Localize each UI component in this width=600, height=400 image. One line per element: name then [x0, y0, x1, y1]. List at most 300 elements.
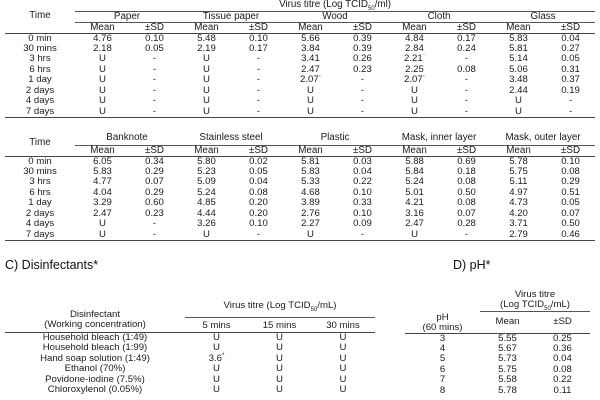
table-cell: 2.27 [301, 219, 320, 230]
row-label: 2 days [25, 208, 55, 219]
table-cell: 5.67 [498, 342, 517, 354]
row-label: 3 hrs [29, 54, 51, 65]
mean-header: Mean [298, 145, 323, 156]
mean-header: Mean [402, 22, 427, 33]
table-cell: - [464, 85, 469, 96]
table-cell: 4.97 [509, 187, 528, 198]
table-cell: - [360, 106, 365, 117]
table-cell: - [256, 64, 261, 75]
table-cell: - [152, 85, 157, 96]
table-cell: 0.17 [249, 43, 268, 54]
sd-header: ±SD [457, 145, 477, 156]
mean-header: Mean [90, 145, 115, 156]
table-cell: U [307, 106, 314, 117]
sd-header: ±SD [535, 311, 590, 333]
table-cell: 0.19 [561, 85, 580, 96]
table-cell: 2.44 [509, 85, 528, 96]
row-label: 8 [439, 384, 446, 396]
table-cell: 0.10 [249, 33, 268, 44]
table-row [5, 54, 595, 65]
table-cell: - [152, 64, 157, 75]
table-cell: 4.76 [93, 33, 112, 44]
table-cell: - [256, 85, 261, 96]
mean-header: Mean [194, 145, 219, 156]
ph-titre-line1: Virus titre [514, 288, 556, 300]
sd-header: ±SD [249, 145, 268, 156]
table-cell: 0.28 [457, 219, 476, 230]
row-label: Hand soap solution (1:49) [40, 352, 150, 364]
table-cell: 0.04 [553, 353, 572, 365]
table-cell: 0.50 [457, 187, 476, 198]
mean-header: Mean [506, 145, 531, 156]
disinfectant-titre-header: Virus titre (Log $TCID_{50}/mL$) [185, 295, 375, 317]
time-header: Time [29, 137, 51, 149]
table-cell: 0.04 [561, 33, 580, 44]
table-cell: U [99, 54, 106, 65]
table-cell: U [276, 373, 283, 385]
row-label: 2 days [25, 85, 55, 96]
table-cell: 0.23 [145, 208, 164, 219]
row-label: Household bleach (1:49) [42, 332, 148, 344]
table-cell: - [464, 75, 469, 86]
ph-header-line1: pH [436, 311, 449, 323]
row-label: 6 hrs [29, 187, 51, 198]
table-cell: U [203, 96, 210, 107]
time-30-header: 30 mins [326, 320, 360, 332]
table-cell: 2.47 [93, 208, 112, 219]
table-cell: 4.84 [405, 33, 424, 44]
table-cell: U [213, 342, 220, 354]
table-cell: - [568, 106, 573, 117]
section-c-title: C) Disinfectants* [5, 258, 99, 272]
row-label: 4 days [25, 96, 55, 107]
table-cell: 0.36 [553, 342, 572, 354]
table-row [5, 33, 595, 44]
table-cell: - [464, 96, 469, 107]
time-15-header: 15 mins [262, 320, 297, 332]
table-cell: U [99, 64, 106, 75]
table-cell: 0.29 [145, 166, 164, 177]
sd-header: ±SD [561, 145, 581, 156]
table-cell: U [339, 352, 347, 364]
table-cell: 0.08 [457, 198, 476, 209]
sd-header: ±SD [457, 22, 476, 33]
table-cell: 5.84 [405, 166, 424, 177]
surface-table-a [5, 0, 595, 118]
table-cell: 0.02 [249, 156, 268, 167]
table-cell: 0.50 [561, 219, 580, 230]
table-cell: 5.06 [509, 64, 528, 75]
table-cell: 5.83 [93, 166, 112, 177]
time-5-header: 5 mins [202, 320, 231, 332]
table-cell: 0.22 [353, 177, 372, 188]
table-cell: 0.69 [457, 156, 476, 167]
table-cell: 2.19 [197, 43, 216, 54]
table-cell: 3.29 [93, 198, 112, 209]
table-cell: 5.33 [301, 177, 320, 188]
footnote-marker: * [422, 75, 426, 81]
mean-header: Mean [402, 145, 427, 156]
sd-header: ±SD [353, 145, 373, 156]
table-cell: U [339, 384, 347, 396]
surface-header: Mask, inner layer [387, 131, 491, 145]
surface-header: Wood [283, 11, 387, 22]
table-cell: 0.08 [561, 166, 580, 177]
table-cell: 0.10 [145, 33, 164, 44]
table-cell: 0.08 [553, 363, 572, 375]
table-cell: 2.07* [299, 75, 322, 86]
row-label: 6 [439, 363, 446, 375]
sd-header: ±SD [145, 22, 164, 33]
table-cell: 3.26 [197, 219, 216, 230]
disinfectant-header [5, 295, 185, 331]
table-row [5, 96, 595, 107]
row-label: 3 [439, 332, 446, 344]
table-cell: - [360, 75, 365, 86]
table-cell: 0.37 [561, 75, 580, 86]
table-cell: 3.84 [301, 43, 320, 54]
table-row [5, 364, 375, 375]
table-cell: 5.01 [405, 187, 424, 198]
table-cell: 3.6* [208, 352, 225, 364]
table-cell: U [515, 106, 522, 117]
table-cell: 5.80 [197, 156, 216, 167]
table-a-body [5, 33, 595, 117]
surface-header: Cloth [387, 11, 491, 22]
table-cell: U [276, 363, 283, 375]
table-row [405, 354, 590, 365]
table-cell: 5.78 [498, 384, 517, 396]
table-cell: 0.25 [553, 332, 572, 344]
mean-header: Mean [298, 22, 323, 33]
table-cell: U [99, 75, 106, 86]
table-cell: 5.78 [509, 156, 528, 167]
table-row [405, 333, 590, 344]
table-cell: 0.03 [353, 156, 372, 167]
row-label: 30 mins [23, 166, 57, 177]
table-cell: 2.21* [403, 54, 426, 65]
row-label: 7 days [25, 229, 55, 240]
table-cell: U [339, 363, 347, 375]
surface-header: Banknote [75, 131, 179, 145]
table-cell: 0.24 [457, 43, 476, 54]
table-row [405, 365, 590, 376]
ph-body [405, 333, 590, 396]
table-cell: 0.34 [145, 156, 164, 167]
table-cell: 0.08 [457, 64, 476, 75]
table-cell: 5.24 [197, 187, 216, 198]
table-cell: - [360, 96, 365, 107]
table-row [5, 86, 595, 97]
table-cell: 0.20 [249, 198, 268, 209]
table-cell: 0.07 [145, 177, 164, 188]
table-cell: 2.25 [405, 64, 424, 75]
table-b-body [5, 156, 595, 240]
table-cell: - [256, 96, 261, 107]
table-cell: U [99, 219, 106, 230]
table-cell: 0.09 [353, 219, 372, 230]
table-cell: U [339, 332, 347, 344]
mean-sd-header-row [5, 145, 595, 156]
table-cell: - [152, 106, 157, 117]
table-cell: 4.85 [197, 198, 216, 209]
sd-header: ±SD [561, 22, 581, 33]
table-cell: U [411, 96, 418, 107]
table-row [5, 177, 595, 188]
table-cell: - [152, 75, 157, 86]
mean-header: Mean [506, 22, 531, 33]
table-cell: 5.11 [509, 177, 528, 188]
sd-header: ±SD [145, 145, 164, 156]
mean-header: Mean [90, 22, 115, 33]
table-cell: - [256, 54, 261, 65]
ph-titre-header [480, 287, 590, 311]
table-cell: 0.22 [553, 374, 572, 386]
table-cell: 0.17 [457, 33, 476, 44]
table-row [5, 65, 595, 76]
table-row [405, 386, 590, 397]
row-label: 5 [439, 353, 446, 365]
section-d-title: D) pH* [453, 258, 491, 272]
table-cell: 0.23 [353, 64, 372, 75]
row-label: 3 hrs [29, 177, 51, 188]
table-cell: 0.39 [353, 43, 372, 54]
table-cell: 2.07* [403, 75, 426, 86]
surface-header: Stainless steel [179, 131, 283, 145]
table-cell: 0.05 [249, 166, 268, 177]
surface-header: Mask, outer layer [491, 131, 595, 145]
table-cell: 0.46 [561, 229, 580, 240]
sd-header: ±SD [249, 22, 268, 33]
row-label: Ethanol (70%) [64, 363, 126, 375]
table-row [5, 354, 375, 365]
footnote-marker: * [222, 352, 225, 359]
table-cell: U [203, 64, 210, 75]
table-cell: 0.04 [249, 177, 268, 188]
row-label: 6 hrs [29, 64, 51, 75]
table-cell: 2.47 [301, 64, 320, 75]
table-cell: 4.20 [509, 208, 528, 219]
table-row [5, 107, 595, 118]
ph-header [405, 311, 480, 333]
table-cell: 0.10 [353, 187, 372, 198]
row-label: 0 min [28, 156, 52, 167]
table-cell: 5.24 [405, 177, 424, 188]
table-cell: 2.79 [509, 229, 528, 240]
table-cell: 0.08 [249, 187, 268, 198]
table-cell: 0.51 [561, 187, 580, 198]
table-cell: 0.04 [353, 166, 372, 177]
surface-header: Plastic [283, 131, 387, 145]
row-label: 1 day [28, 75, 52, 86]
table-cell: U [307, 96, 314, 107]
table-cell: 5.88 [405, 156, 424, 167]
ph-table [405, 287, 590, 396]
table-cell: 2.47 [405, 219, 424, 230]
table-cell: 4.04 [93, 187, 112, 198]
table-cell: U [411, 106, 418, 117]
row-label: 7 [439, 374, 446, 386]
row-label: 0 min [28, 33, 52, 44]
row-label: 4 days [25, 219, 55, 230]
table-row [5, 230, 595, 241]
table-cell: 0.29 [561, 177, 580, 188]
table-cell: U [276, 384, 283, 396]
table-cell: 5.14 [509, 54, 528, 65]
disinfectant-body [5, 333, 375, 396]
table-cell: 4.77 [93, 177, 112, 188]
table-row [5, 198, 595, 209]
table-cell: - [360, 229, 365, 240]
table-cell: - [152, 96, 157, 107]
table-cell: - [152, 229, 157, 240]
table-cell: U [203, 229, 210, 240]
table-cell: 4.21 [405, 198, 424, 209]
table-cell: 0.39 [353, 33, 372, 44]
table-cell: 0.05 [145, 43, 164, 54]
table-cell: U [411, 229, 418, 240]
table-cell: 0.26 [353, 54, 372, 65]
table-cell: U [213, 373, 220, 385]
footnote-marker: * [318, 75, 322, 81]
table-cell: U [99, 229, 106, 240]
table-cell: 4.68 [301, 187, 320, 198]
table-cell: 5.23 [197, 166, 216, 177]
table-cell: 0.10 [561, 156, 580, 167]
disinfectant-table [5, 295, 375, 396]
table-cell: U [99, 106, 106, 117]
ph-titre-line2: (Log $TCID_{50}/mL$) [500, 298, 570, 312]
table-cell: 0.10 [249, 219, 268, 230]
table-cell: U [213, 384, 220, 396]
table-cell: U [203, 106, 210, 117]
row-label: 30 mins [23, 43, 57, 54]
footnote-marker: * [422, 54, 426, 60]
table-cell: U [276, 332, 283, 344]
table-cell: 0.27 [561, 43, 580, 54]
table-cell: U [99, 96, 106, 107]
sd-header: ±SD [353, 22, 372, 33]
surface-header: Tissue paper [179, 11, 283, 22]
surface-header: Paper [75, 11, 179, 22]
row-label: Household bleach (1:99) [42, 342, 148, 354]
table-cell: 5.09 [197, 177, 216, 188]
table-cell: 0.20 [249, 208, 268, 219]
table-row [5, 156, 595, 167]
table-cell: 5.75 [509, 166, 528, 177]
table-cell: U [203, 85, 210, 96]
table-cell: - [464, 229, 469, 240]
table-cell: - [256, 75, 261, 86]
time-header: Time [29, 10, 51, 22]
table-cell: U [411, 85, 418, 96]
table-cell: 0.18 [457, 166, 476, 177]
table-row [5, 44, 595, 55]
table-cell: U [276, 352, 283, 364]
table-cell: - [152, 219, 157, 230]
table-row [5, 188, 595, 199]
table-cell: U [203, 75, 210, 86]
table-cell: 3.41 [301, 54, 320, 65]
table-cell: 3.48 [509, 75, 528, 86]
row-label: Povidone-iodine (7.5%) [45, 373, 145, 385]
row-label: 1 day [28, 198, 52, 209]
table-cell: 0.07 [561, 208, 580, 219]
table-cell: U [99, 85, 106, 96]
surface-table-b [5, 131, 595, 241]
table-cell: U [515, 96, 522, 107]
table-cell: 2.18 [93, 43, 112, 54]
table-cell: 3.71 [509, 219, 528, 230]
table-cell: 5.75 [498, 363, 517, 375]
table-cell: 0.29 [145, 187, 164, 198]
table-cell: - [256, 229, 261, 240]
table-cell: - [568, 96, 573, 107]
row-label: 4 [439, 342, 446, 354]
table-cell: 5.48 [197, 33, 216, 44]
table-cell: 2.76 [301, 208, 320, 219]
table-cell: 2.84 [405, 43, 424, 54]
table-row [405, 344, 590, 355]
table-cell: 0.60 [145, 198, 164, 209]
table-cell: 5.83 [509, 33, 528, 44]
row-label: 7 days [25, 106, 55, 117]
table-cell: - [152, 54, 157, 65]
table-cell: 0.05 [561, 198, 580, 209]
table-row [5, 385, 375, 396]
table-cell: 3.89 [301, 198, 320, 209]
table-cell: 6.05 [93, 156, 112, 167]
row-label: Chloroxylenol (0.05%) [47, 384, 143, 396]
table-cell: 5.73 [498, 353, 517, 365]
disinfectant-header-line1: Disinfectant [69, 309, 121, 320]
table-cell: 5.55 [498, 332, 517, 344]
table-cell: - [464, 54, 469, 65]
ph-header-line2: (60 mins) [422, 321, 463, 333]
table-cell: U [339, 373, 347, 385]
table-row [5, 219, 595, 230]
table-row [5, 209, 595, 220]
table-cell: 3.16 [405, 208, 424, 219]
table-cell: 5.58 [498, 374, 517, 386]
table-cell: U [307, 85, 314, 96]
table-cell: - [464, 106, 469, 117]
table-cell: 4.73 [509, 198, 528, 209]
table-cell: - [256, 106, 261, 117]
table-row [405, 375, 590, 386]
table-cell: 5.66 [301, 33, 320, 44]
mean-sd-header-row [5, 22, 595, 33]
table-cell: 0.33 [353, 198, 372, 209]
table-cell: 5.81 [301, 156, 320, 167]
table-cell: U [213, 363, 220, 375]
table-cell: 5.81 [509, 43, 528, 54]
table-cell: 4.44 [197, 208, 216, 219]
table-cell: 0.31 [561, 64, 580, 75]
table-cell: 0.10 [353, 208, 372, 219]
table-cell: - [360, 85, 365, 96]
surface-header: Glass [491, 11, 595, 22]
table-cell: 0.08 [457, 177, 476, 188]
mean-header: Mean [480, 311, 535, 333]
disinfectant-header-line2: (Working concentration) [44, 319, 146, 330]
table-cell: U [203, 54, 210, 65]
table-row [5, 333, 375, 344]
table-cell: 0.11 [553, 384, 572, 396]
table-cell: U [307, 229, 314, 240]
virus-titre-header: Virus titre (Log $TCID_{50}/ml$) [75, 0, 595, 11]
mean-header: Mean [194, 22, 219, 33]
